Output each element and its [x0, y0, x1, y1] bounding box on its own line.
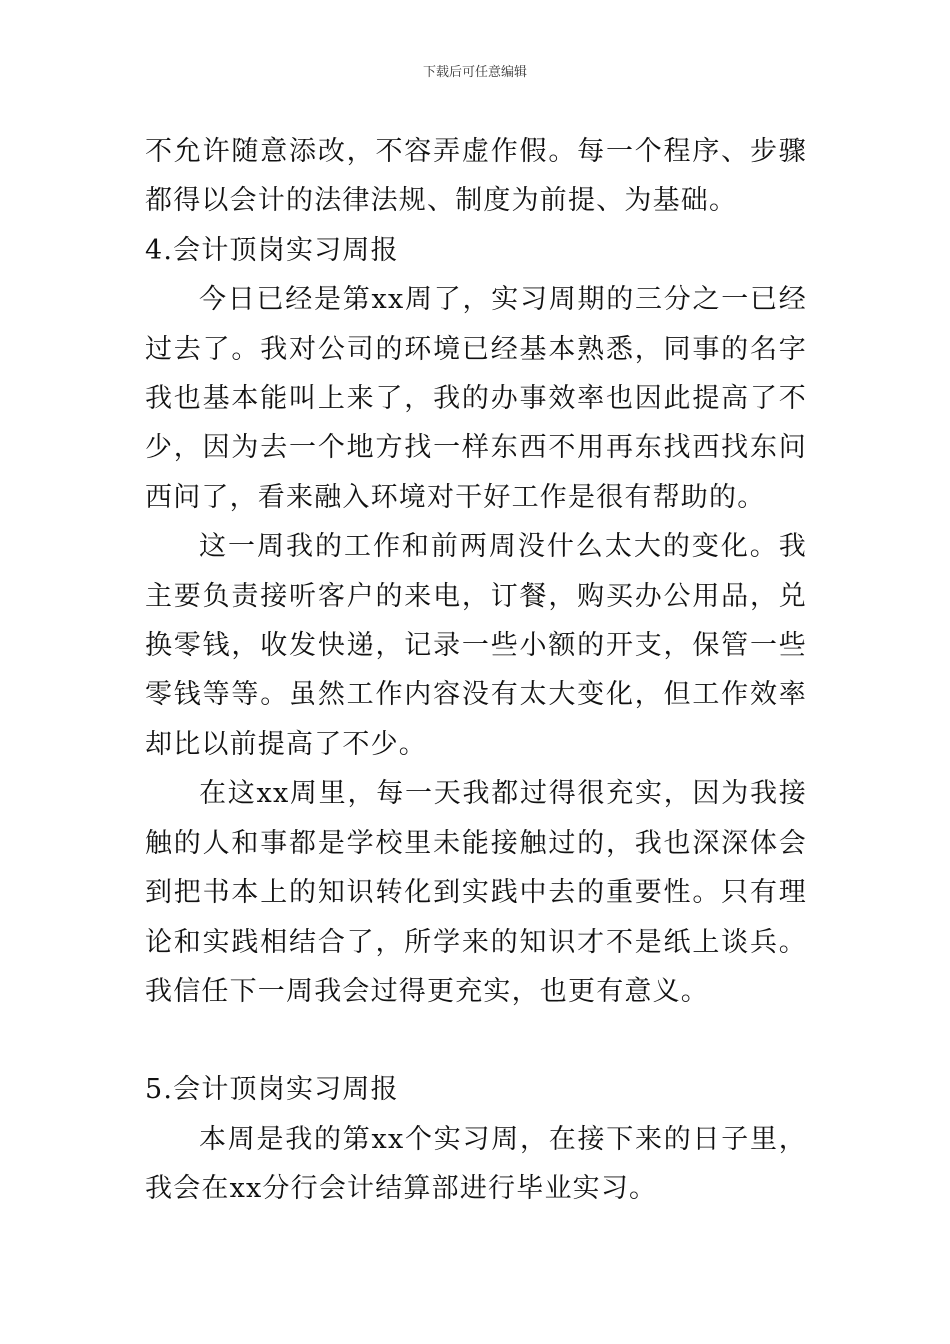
paragraph: 这一周我的工作和前两周没什么太大的变化。我主要负责接听客户的来电，订餐，购买办公用品，兑换零钱，收发快递，记录一些小额的开支，保管一些零钱等等。虽然工作内容没有太大变化，但工作效率却比以前提高了不少。	[145, 531, 807, 760]
paragraph: 本周是我的第xx个实习周，在接下来的日子里，我会在xx分行会计结算部进行毕业实习。	[145, 1123, 807, 1205]
paragraph: 在这xx周里，每一天我都过得很充实，因为我接触的人和事都是学校里未能接触过的，我也深深体会到把书本上的知识转化到实践中去的重要性。只有理论和实践相结合了，所学来的知识才不是纸上谈兵。我信任下一周我会过得更充实，也更有意义。	[145, 778, 807, 1007]
document-body	[145, 127, 807, 1214]
section-heading-5: 5.会计顶岗实习周报	[145, 1074, 399, 1106]
paragraph: 今日已经是第xx周了，实习周期的三分之一已经过去了。我对公司的环境已经基本熟悉，同事的名字我也基本能叫上来了，我的办事效率也因此提高了不少，因为去一个地方找一样东西不用再东找西找东问西问了，看来融入环境对干好工作是很有帮助的。	[145, 284, 807, 513]
section-heading-4: 4.会计顶岗实习周报	[145, 234, 399, 266]
paragraph-continuation: 不允许随意添改，不容弄虚作假。每一个程序、步骤都得以会计的法律法规、制度为前提、为基础。	[145, 136, 807, 217]
page-header: 下载后可任意编辑	[422, 65, 527, 80]
